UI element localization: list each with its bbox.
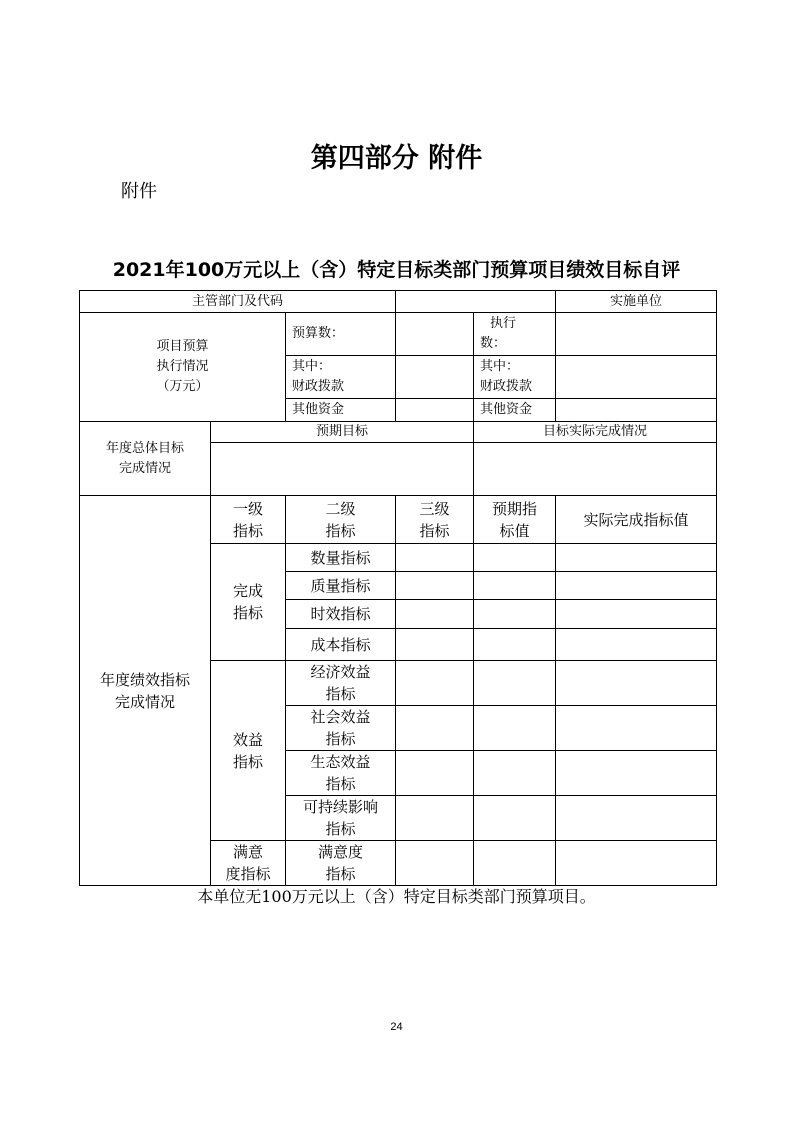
budget-exec-line: 项目预算 bbox=[156, 339, 209, 354]
completion-group-line: 指标 bbox=[232, 604, 263, 622]
executed-value-cell bbox=[556, 313, 717, 356]
annual-goal-label-cell bbox=[80, 422, 211, 496]
level3-cell bbox=[396, 600, 474, 629]
cost-indicator-label: 成本指标 bbox=[310, 635, 371, 654]
other-funds-label-cell bbox=[286, 399, 396, 422]
quantity-indicator-label: 数量指标 bbox=[310, 548, 371, 567]
other-funds-budget-value-cell bbox=[396, 399, 474, 422]
expected-value-cell bbox=[474, 841, 556, 886]
budget-amount-label-cell bbox=[286, 313, 396, 356]
ecological-indicator-line: 生态效益 bbox=[310, 753, 371, 771]
table-row bbox=[80, 291, 717, 313]
expected-value-header bbox=[474, 496, 556, 544]
fiscal-exec-value-cell bbox=[556, 356, 717, 399]
actual-value-cell bbox=[556, 629, 717, 661]
level3-cell bbox=[396, 661, 474, 706]
actual-value-cell bbox=[556, 572, 717, 600]
level1-header-line: 一级 bbox=[232, 499, 263, 518]
table-row bbox=[80, 422, 717, 443]
expected-value-cell bbox=[474, 706, 556, 751]
expected-value-cell bbox=[474, 544, 556, 572]
actual-value-cell bbox=[556, 544, 717, 572]
expected-value-cell bbox=[474, 572, 556, 600]
budget-exec-line: 执行情况 bbox=[156, 359, 209, 374]
actual-goal-header bbox=[474, 422, 717, 443]
level3-cell bbox=[396, 629, 474, 661]
level3-cell bbox=[396, 572, 474, 600]
expected-value-header-line: 标值 bbox=[499, 521, 530, 540]
level3-cell bbox=[396, 706, 474, 751]
actual-value-cell bbox=[556, 796, 717, 841]
level2-header-line: 指标 bbox=[325, 521, 356, 540]
sustainability-indicator-line: 指标 bbox=[325, 820, 356, 838]
expected-value-cell bbox=[474, 751, 556, 796]
actual-value-header-label: 实际完成指标值 bbox=[583, 510, 689, 529]
satisfaction-group-line: 满意 bbox=[232, 843, 263, 861]
indicator-name-cell bbox=[286, 706, 396, 751]
expected-value-cell bbox=[474, 629, 556, 661]
annual-perf-line: 年度绩效指标 bbox=[99, 670, 190, 689]
ecological-indicator-line: 指标 bbox=[325, 775, 356, 793]
level2-header-line: 二级 bbox=[325, 499, 356, 518]
expected-value-cell bbox=[474, 600, 556, 629]
level1-header-line: 指标 bbox=[232, 521, 263, 540]
level3-cell bbox=[396, 544, 474, 572]
completion-group-cell bbox=[211, 544, 286, 661]
budget-amount-label: 预算数： bbox=[292, 326, 345, 341]
expected-goal-label: 预期目标 bbox=[316, 424, 369, 439]
completion-group-line: 完成 bbox=[232, 582, 263, 600]
indicator-name-cell bbox=[286, 600, 396, 629]
actual-value-cell bbox=[556, 751, 717, 796]
footer-note: 本单位无100万元以上（含）特定目标类部门预算项目。 bbox=[197, 887, 596, 906]
social-indicator-line: 社会效益 bbox=[310, 708, 371, 726]
part-title: 第四部分 附件 bbox=[310, 143, 483, 174]
level3-cell bbox=[396, 751, 474, 796]
executed-label-cell bbox=[474, 313, 556, 356]
actual-value-cell bbox=[556, 706, 717, 751]
quality-indicator-label: 质量指标 bbox=[310, 576, 371, 595]
fiscal-label-cell bbox=[286, 356, 396, 399]
annual-perf-label-cell bbox=[80, 496, 211, 886]
indicator-name-cell bbox=[286, 544, 396, 572]
expected-value-cell bbox=[474, 796, 556, 841]
expected-goal-header bbox=[211, 422, 474, 443]
dept-label: 主管部门及代码 bbox=[192, 293, 284, 309]
dept-label-cell bbox=[80, 291, 396, 313]
annual-goal-line: 完成情况 bbox=[118, 460, 171, 476]
budget-amount-value-cell bbox=[396, 313, 474, 356]
economic-indicator-line: 经济效益 bbox=[310, 663, 371, 681]
expected-value-header-line: 预期指 bbox=[492, 499, 538, 518]
satisfaction-group-line: 度指标 bbox=[225, 865, 271, 883]
performance-table bbox=[79, 290, 717, 886]
executed-label-line: 数： bbox=[480, 336, 507, 351]
level3-cell bbox=[396, 796, 474, 841]
indicator-name-cell bbox=[286, 841, 396, 886]
budget-exec-line: （万元） bbox=[156, 379, 209, 394]
indicator-name-cell bbox=[286, 572, 396, 600]
page-number: 24 bbox=[390, 1021, 403, 1033]
timeliness-indicator-label: 时效指标 bbox=[310, 605, 371, 623]
actual-value-header bbox=[556, 496, 717, 544]
table-title: 2021年100万元以上（含）特定目标类部门预算项目绩效目标自评 bbox=[112, 259, 681, 281]
satisfaction-indicator-line: 满意度 bbox=[318, 843, 364, 861]
actual-goal-label: 目标实际完成情况 bbox=[543, 424, 648, 439]
table-row bbox=[80, 496, 717, 544]
actual-value-cell bbox=[556, 841, 717, 886]
indicator-name-cell bbox=[286, 751, 396, 796]
attachment-label: 附件 bbox=[121, 181, 157, 202]
satisfaction-indicator-line: 指标 bbox=[325, 865, 356, 883]
fiscal-budget-value-cell bbox=[396, 356, 474, 399]
annual-goal-line: 年度总体目标 bbox=[105, 440, 184, 456]
benefit-group-line: 效益 bbox=[232, 730, 263, 749]
economic-indicator-line: 指标 bbox=[325, 685, 356, 703]
fiscal-exec-label-cell bbox=[474, 356, 556, 399]
of-which-label: 其中： bbox=[480, 359, 520, 374]
actual-goal-value-cell bbox=[474, 443, 717, 496]
indicator-name-cell bbox=[286, 796, 396, 841]
sustainability-indicator-line: 可持续影响 bbox=[303, 798, 379, 816]
other-funds-label: 其他资金 bbox=[292, 402, 345, 417]
actual-value-cell bbox=[556, 600, 717, 629]
level2-header bbox=[286, 496, 396, 544]
level1-header bbox=[211, 496, 286, 544]
actual-value-cell bbox=[556, 661, 717, 706]
benefit-group-cell bbox=[211, 661, 286, 841]
level3-header bbox=[396, 496, 474, 544]
expected-value-cell bbox=[474, 661, 556, 706]
indicator-name-cell bbox=[286, 629, 396, 661]
other-funds-label: 其他资金 bbox=[480, 402, 533, 417]
indicator-name-cell bbox=[286, 661, 396, 706]
expected-goal-value-cell bbox=[211, 443, 474, 496]
dept-value-cell bbox=[396, 291, 556, 313]
satisfaction-group-cell bbox=[211, 841, 286, 886]
level3-cell bbox=[396, 841, 474, 886]
impl-unit-label-cell bbox=[556, 291, 717, 313]
budget-exec-label-cell bbox=[80, 313, 286, 422]
level3-header-line: 三级 bbox=[419, 499, 450, 518]
fiscal-label: 财政拨款 bbox=[480, 379, 533, 394]
fiscal-label: 财政拨款 bbox=[292, 379, 345, 394]
benefit-group-line: 指标 bbox=[232, 752, 263, 771]
level3-header-line: 指标 bbox=[419, 521, 450, 540]
of-which-label: 其中： bbox=[292, 359, 332, 374]
annual-perf-line: 完成情况 bbox=[114, 692, 175, 711]
table-row bbox=[80, 313, 717, 356]
executed-label-line: 执行 bbox=[490, 316, 517, 331]
impl-unit-label: 实施单位 bbox=[610, 293, 663, 309]
other-funds-exec-label-cell bbox=[474, 399, 556, 422]
social-indicator-line: 指标 bbox=[325, 730, 356, 748]
other-funds-exec-value-cell bbox=[556, 399, 717, 422]
